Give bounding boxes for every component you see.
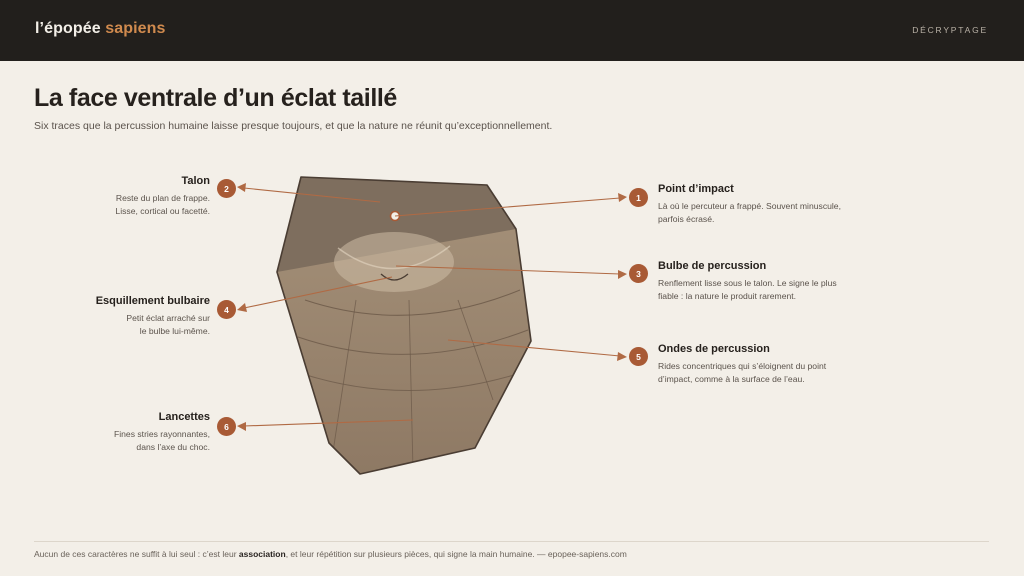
badge-2[interactable]: 2	[217, 179, 236, 198]
arrow-head-6	[237, 422, 246, 431]
label-percussion-waves	[658, 343, 888, 386]
arrow-head-4	[237, 303, 247, 312]
brand-name-part1: l’épopée	[35, 20, 101, 37]
label-title: Lancettes	[158, 411, 210, 423]
brand-name-part2: sapiens	[105, 20, 166, 37]
badge-3[interactable]: 3	[629, 264, 648, 283]
label-title: Esquillement bulbaire	[95, 295, 210, 307]
arrow-head-2	[237, 183, 246, 192]
arrow-head-5	[617, 352, 627, 361]
label-description-line: d’impact, comme à la surface de l’eau.	[658, 374, 805, 384]
label-title: Talon	[181, 175, 210, 187]
section-tag[interactable]: DÉCRYPTAGE	[912, 25, 988, 35]
badge-4[interactable]: 4	[217, 300, 236, 319]
label-bulbar-scar	[0, 295, 210, 338]
badge-5[interactable]: 5	[629, 347, 648, 366]
arrow-head-3	[618, 270, 627, 279]
label-description-line: Fines stries rayonnantes,	[113, 429, 210, 439]
label-title: Bulbe de percussion	[658, 260, 767, 272]
footer-emphasis: association	[238, 549, 286, 559]
label-description-line: fiable : la nature le produit rarement.	[658, 291, 797, 301]
label-description-line: Lisse, cortical ou facetté.	[115, 206, 210, 216]
label-description-line: Renflement lisse sous le talon. Le signe le plus	[658, 278, 837, 288]
label-title: Point d’impact	[658, 183, 734, 195]
footer-note	[34, 549, 627, 559]
footer-divider	[34, 541, 989, 542]
footer-text-start: Aucun de ces caractères ne suffit à lui seul : c’est leur	[34, 549, 239, 559]
label-description	[0, 192, 210, 218]
footer-text-end: , et leur répétition sur plusieurs pièces, qui signe la main humaine. — epopee-sapiens.com	[285, 549, 627, 559]
page-subtitle: Six traces que la percussion humaine laisse presque toujours, et que la nature ne réunit qu’exceptionnellement.	[34, 120, 553, 132]
label-description-line: parfois écrasé.	[658, 214, 715, 224]
label-bulb-of-percussion	[658, 260, 888, 303]
label-description-line: Là où le percuteur a frappé. Souvent minuscule,	[658, 201, 841, 211]
label-description	[658, 360, 888, 386]
label-description	[0, 428, 210, 454]
badge-1[interactable]: 1	[629, 188, 648, 207]
label-description	[658, 277, 888, 303]
label-impact-point	[658, 183, 888, 226]
badge-6[interactable]: 6	[217, 417, 236, 436]
page-title: La face ventrale d’un éclat taillé	[34, 84, 397, 112]
arrow-head-1	[618, 193, 627, 202]
bulb-of-percussion	[334, 232, 454, 292]
label-description-line: Reste du plan de frappe.	[115, 193, 210, 203]
label-lancettes	[0, 411, 210, 454]
label-description-line: Petit éclat arraché sur	[126, 313, 210, 323]
label-description-line: Rides concentriques qui s’éloignent du point	[658, 361, 827, 371]
label-talon	[0, 175, 210, 218]
label-description	[658, 200, 888, 226]
label-description-line: le bulbe lui-même.	[139, 326, 210, 336]
label-description-line: dans l’axe du choc.	[136, 442, 210, 452]
label-title: Ondes de percussion	[658, 343, 770, 355]
label-description	[0, 312, 210, 338]
